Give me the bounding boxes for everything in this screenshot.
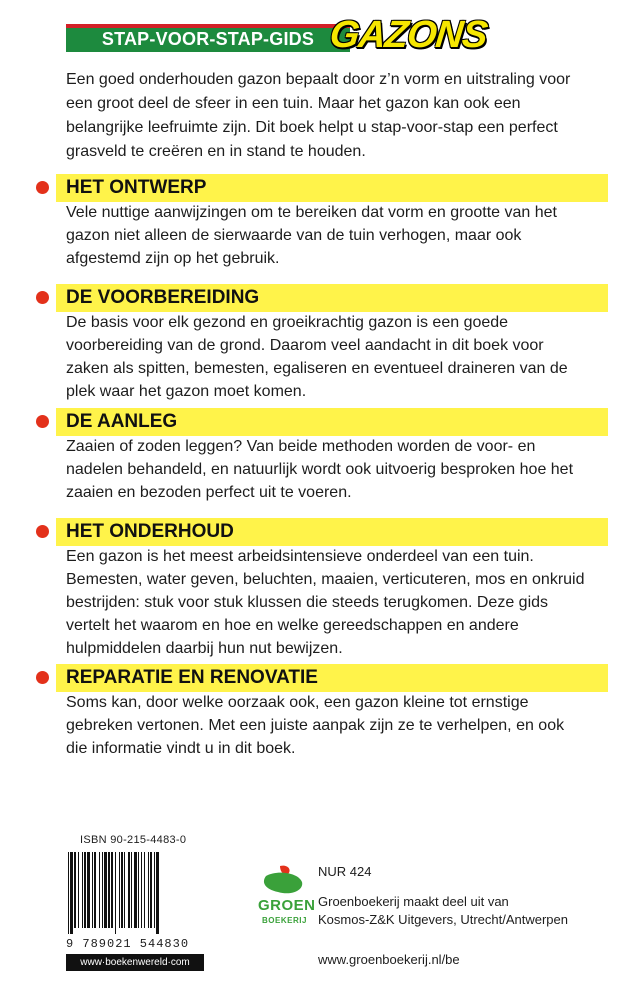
barcode-bar (102, 852, 103, 928)
publisher-line-2: Kosmos-Z&K Uitgevers, Utrecht/Antwerpen (318, 912, 568, 927)
bullet-icon (36, 525, 49, 538)
barcode-bar (78, 852, 79, 928)
barcode-bar (121, 852, 123, 928)
barcode-bar (154, 852, 155, 928)
groen-boekerij-logo (258, 862, 308, 924)
groen-logo-sub: BOEKERIJ (262, 916, 307, 925)
barcode-bar (82, 852, 83, 928)
barcode-bar (84, 852, 86, 928)
series-label: STAP-VOOR-STAP-GIDS (101, 29, 315, 49)
section-heading (36, 518, 608, 546)
section-body: Zaaien of zoden leggen? Van beide methoden worden de voor- en nadelen behandeld, en natuurlijk wordt ook uitvoerig besproken hoe het zaaien en bezoden perfect uit te voeren. (66, 438, 574, 501)
section-heading (36, 664, 608, 692)
isbn-label: ISBN 90-215-4483-0 (80, 834, 187, 846)
barcode-bar (134, 852, 137, 928)
barcode-bar (92, 852, 93, 928)
bullet-icon (36, 181, 49, 194)
bullet-icon (36, 415, 49, 428)
section-title: HET ONDERHOUD (66, 521, 234, 542)
section-reparatie (36, 664, 608, 760)
barcode-bar (141, 852, 142, 928)
nur-code: NUR 424 (318, 864, 372, 879)
barcode-bar (94, 852, 96, 928)
publisher-line-1: Groenboekerij maakt deel uit van (318, 894, 509, 909)
section-voorbereiding (36, 284, 608, 403)
barcode-digits: 9 789021 544830 (66, 937, 190, 951)
barcode-bar (150, 852, 152, 928)
barcode-bar (144, 852, 145, 928)
barcode-bar (156, 852, 159, 934)
section-title: DE AANLEG (66, 411, 178, 432)
barcode-bar (119, 852, 120, 928)
groen-logo-word: GROEN (258, 897, 316, 914)
barcode-bar (104, 852, 107, 928)
section-heading (36, 284, 608, 312)
section-title: HET ONTWERP (66, 177, 207, 198)
intro-paragraph: Een goed onderhouden gazon bepaalt door z’n vorm en uitstraling voor een groot deel de sfeer in een tuin. Maar het gazon kan ook een belangrijke leefruimte zijn. Dit boek helpt u stap-voor-stap een perfect grasveld te creëren en in stand te houden. (66, 71, 571, 160)
barcode-bar (148, 852, 149, 928)
barcode-bar (111, 852, 113, 928)
barcode-bar (128, 852, 130, 928)
barcode-bar (87, 852, 90, 928)
barcode-bar (74, 852, 76, 928)
section-ontwerp (36, 174, 608, 270)
barcode-bar (108, 852, 110, 928)
barcode-bar (138, 852, 139, 928)
boekenwereld-label: www·boekenwereld·com (66, 954, 204, 971)
barcode-bar (68, 852, 69, 934)
book-title: GAZONS (327, 14, 489, 56)
section-body: De basis voor elk gezond en groeikrachtig gazon is een goede voorbereiding van de grond. Daarom veel aandacht in dit boek voor zaken als spitten, bemesten, egaliseren en eventueel draineren van de plek waar het gazon moet komen. (66, 314, 568, 400)
publisher-info (318, 863, 568, 969)
section-body: Soms kan, door welke oorzaak ook, een gazon kleine tot ernstige gebreken vertonen. Met een juiste aanpak zijn ze te verhelpen, en ook die informatie vindt u in dit boek. (66, 694, 565, 757)
section-title: REPARATIE EN RENOVATIE (66, 667, 318, 688)
barcode-image (66, 852, 204, 934)
section-body: Een gazon is het meest arbeidsintensieve onderdeel van een tuin. Bemesten, water geven, beluchten, maaien, verticuteren, mos en onkruid bestrijden: stuk voor stuk klussen die steeds terugkomen. Deze gids vertelt het waarom en hoe en welke gereedschappen en andere hulpmiddelen daarbij hun nut bewijzen. (66, 548, 585, 657)
bullet-icon (36, 671, 49, 684)
section-aanleg (36, 408, 608, 504)
barcode-bar (115, 852, 116, 934)
series-banner (66, 24, 350, 52)
barcode-block (66, 834, 262, 971)
barcode-bar (124, 852, 125, 928)
bullet-icon (36, 291, 49, 304)
barcode-bar (131, 852, 132, 928)
barcode-bar (99, 852, 100, 928)
banner-red-stripe (66, 24, 350, 28)
section-heading (36, 174, 608, 202)
publisher-website: www.groenboekerij.nl/be (318, 952, 460, 967)
section-body: Vele nuttige aanwijzingen om te bereiken dat vorm en grootte van het gazon niet alleen de sierwaarde van de tuin verhogen, maar ook afgestemd zijn op het gebruik. (66, 204, 557, 267)
section-title: DE VOORBEREIDING (66, 287, 260, 308)
section-onderhoud (36, 518, 608, 660)
section-heading (36, 408, 608, 436)
barcode-bar (70, 852, 73, 934)
